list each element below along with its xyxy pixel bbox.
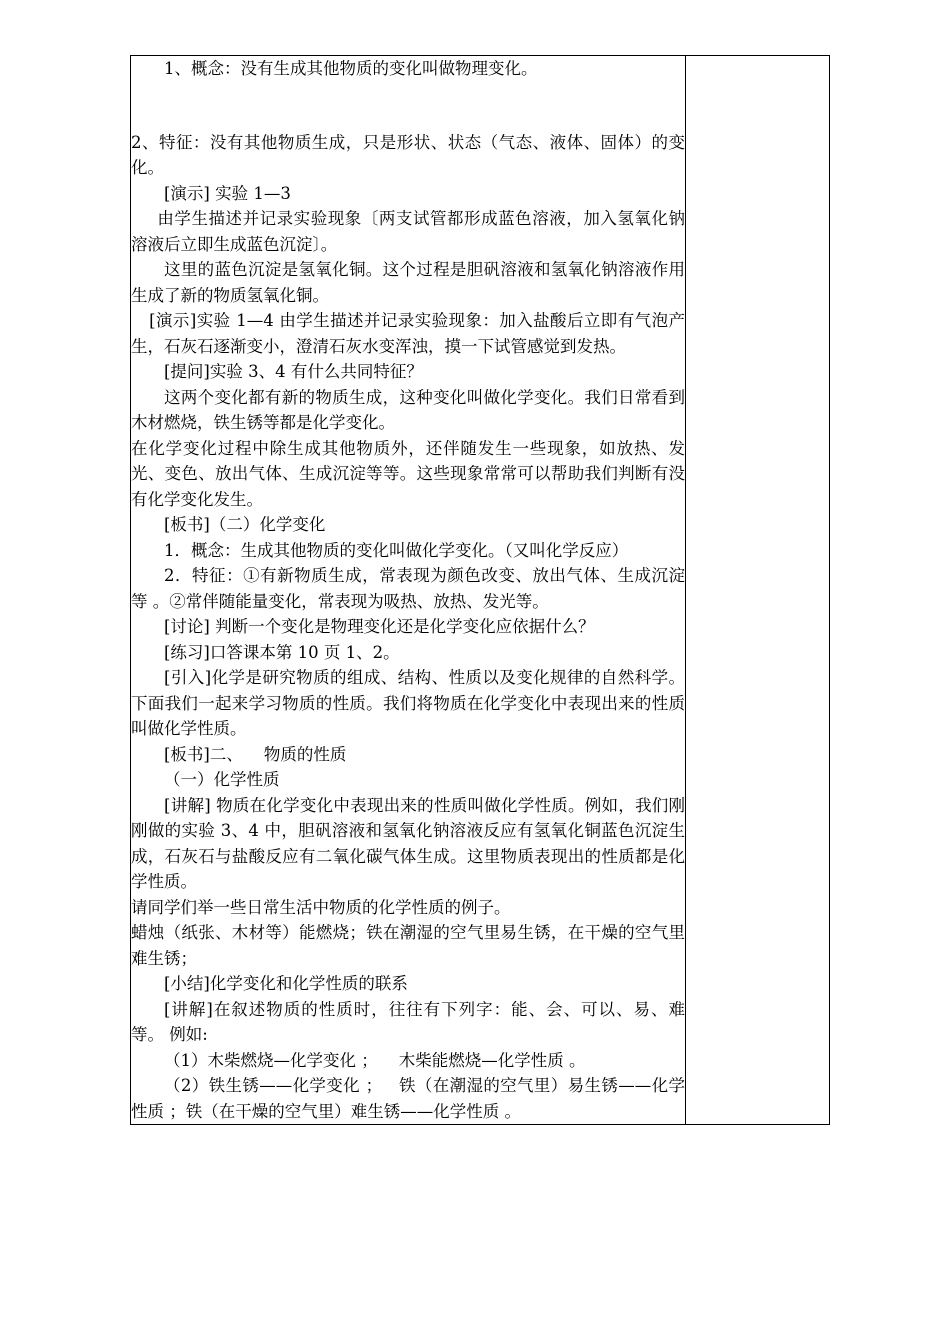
- paragraph: （一）化学性质: [164, 770, 280, 789]
- paragraph: [讲解]在叙述物质的性质时，往往有下列字：能、会、可以、易、难等。 例如:: [131, 999, 685, 1044]
- blank-space: [131, 82, 685, 130]
- paragraph: 在化学变化过程中除生成其他物质外，还伴随发生一些现象，如放热、发光、变色、放出气体、生成沉淀等等。这些现象常常可以帮助我们判断有没有化学变化发生。: [131, 438, 685, 509]
- lesson-plan-table: [130, 55, 830, 1125]
- paragraph: [讲解] 物质在化学变化中表现出来的性质叫做化学性质。例如，我们刚刚做的实验 3、4 中，胆矾溶液和氢氧化钠溶液反应有氢氧化铜蓝色沉淀生成，石灰石与盐酸反应有二氧化碳气体生成。这里物质表现出的性质都是化学性质。: [131, 795, 685, 891]
- paragraph: 由学生描述并记录实验现象〔两支试管都形成蓝色溶液，加入氢氧化钠溶液后立即生成蓝色沉淀〕。: [131, 209, 685, 254]
- paragraph: （2）铁生锈——化学变化 ； 铁（在潮湿的空气里）易生锈——化学性质 ；铁（在干燥的空气里）难生锈——化学性质 。: [131, 1076, 685, 1121]
- paragraph: [板书]（二）化学变化: [164, 515, 326, 534]
- paragraph: 请同学们举一些日常生活中物质的化学性质的例子。: [131, 897, 511, 917]
- lesson-content-cell: [131, 56, 686, 1125]
- paragraph: [练习]口答课本第 10 页 1、2。: [164, 642, 400, 662]
- paragraph: 2、特征：没有其他物质生成，只是形状、状态（气态、液体、固体）的变化。: [131, 132, 685, 177]
- paragraph: [演示] 实验 1—3: [164, 183, 291, 203]
- paragraph: [板书]二、 物质的性质: [164, 744, 347, 764]
- paragraph: 1．概念：生成其他物质的变化叫做化学变化。（又叫化学反应）: [164, 540, 629, 560]
- paragraph: 这里的蓝色沉淀是氢氧化铜。这个过程是胆矾溶液和氢氧化钠溶液作用生成了新的物质氢氧化铜。: [131, 260, 685, 305]
- paragraph: （1）木柴燃烧—化学变化 ； 木柴能燃烧—化学性质 。: [164, 1050, 586, 1070]
- paragraph: [演示]实验 1—4 由学生描述并记录实验现象：加入盐酸后立即有气泡产生，石灰石逐渐变小，澄清石灰水变浑浊，摸一下试管感觉到发热。: [131, 311, 685, 356]
- notes-cell: [686, 56, 830, 1125]
- paragraph: 2．特征：①有新物质生成，常表现为颜色改变、放出气体、生成沉淀等 。②常伴随能量变化，常表现为吸热、放热、发光等。: [131, 566, 685, 611]
- table-row: [131, 56, 830, 1125]
- paragraph: 蜡烛（纸张、木材等）能燃烧；铁在潮湿的空气里易生锈，在干燥的空气里难生锈；: [131, 923, 685, 968]
- paragraph: [小结]化学变化和化学性质的联系: [164, 974, 408, 993]
- paragraph: [讨论] 判断一个变化是物理变化还是化学变化应依据什么？: [164, 617, 595, 636]
- paragraph: 1、概念：没有生成其他物质的变化叫做物理变化。: [164, 59, 538, 78]
- paragraph: 这两个变化都有新的物质生成，这种变化叫做化学变化。我们日常看到木材燃烧，铁生锈等都是化学变化。: [131, 387, 685, 432]
- paragraph: [提问]实验 3、4 有什么共同特征？: [164, 362, 423, 381]
- paragraph: [引入]化学是研究物质的组成、结构、性质以及变化规律的自然科学。下面我们一起来学习物质的性质。我们将物质在化学变化中表现出来的性质叫做化学性质。: [131, 668, 685, 738]
